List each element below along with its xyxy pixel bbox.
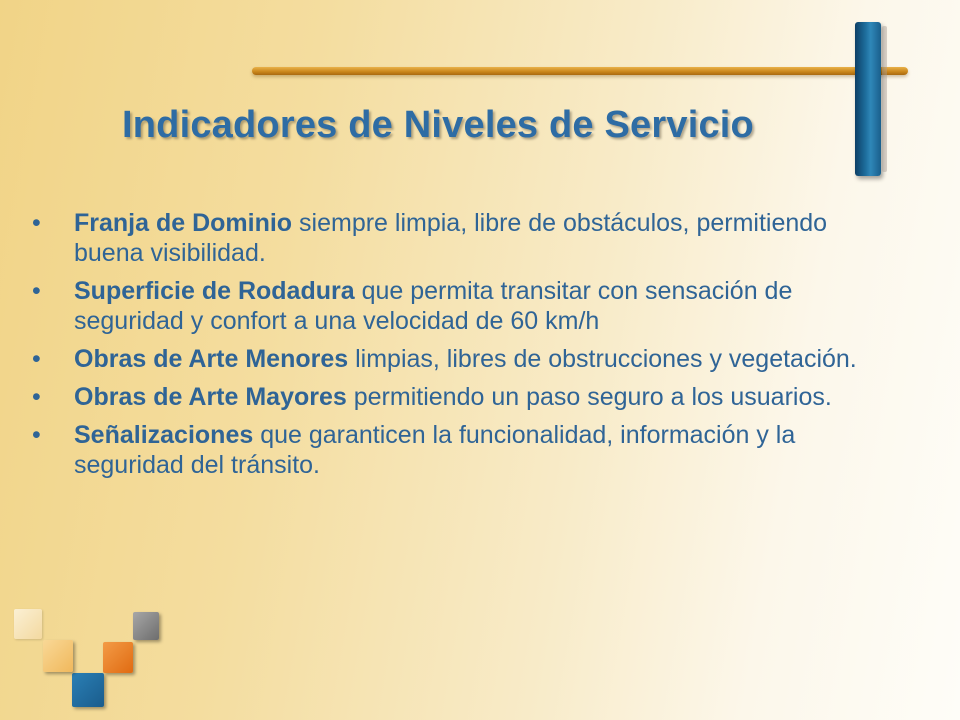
bullet-item	[30, 344, 888, 374]
bullet-icon: •	[32, 277, 41, 305]
bullet-icon: •	[32, 421, 41, 449]
bullet-lead: Obras de Arte Mayores	[74, 383, 347, 411]
bullet-icon: •	[32, 209, 41, 237]
decorative-square-gray	[133, 612, 159, 640]
bullet-item	[30, 276, 888, 336]
bullet-icon: •	[32, 383, 41, 411]
bullet-text: siempre limpia, libre de obstáculos, permitiendo buena visibilidad.	[74, 209, 828, 267]
bullet-lead: Superficie de Rodadura	[74, 277, 355, 305]
bullet-icon: •	[32, 345, 41, 373]
bullet-item	[30, 208, 888, 268]
slide-title: Indicadores de Niveles de Servicio	[122, 104, 754, 146]
decorative-square-orange	[103, 642, 133, 673]
decorative-square-light-orange	[43, 640, 73, 672]
bullet-text: limpias, libres de obstrucciones y vegetación.	[348, 345, 857, 373]
decorative-square-cream	[14, 609, 42, 639]
bullet-lead: Señalizaciones	[74, 421, 254, 449]
bullet-lead: Obras de Arte Menores	[74, 345, 349, 373]
bullet-lead: Franja de Dominio	[74, 209, 293, 237]
decorative-square-blue	[72, 673, 104, 707]
decorative-vertical-bar	[855, 22, 881, 176]
bullet-item	[30, 420, 888, 480]
bullet-item	[30, 382, 888, 412]
bullet-text: permitiendo un paso seguro a los usuarios.	[346, 383, 832, 411]
bullet-text: que garanticen la funcionalidad, información y la seguridad del tránsito.	[74, 421, 796, 479]
bullet-text: que permita transitar con sensación de seguridad y confort a una velocidad de 60 km/h	[74, 277, 793, 335]
decorative-horizontal-line	[252, 67, 908, 75]
bullet-list	[30, 208, 888, 488]
